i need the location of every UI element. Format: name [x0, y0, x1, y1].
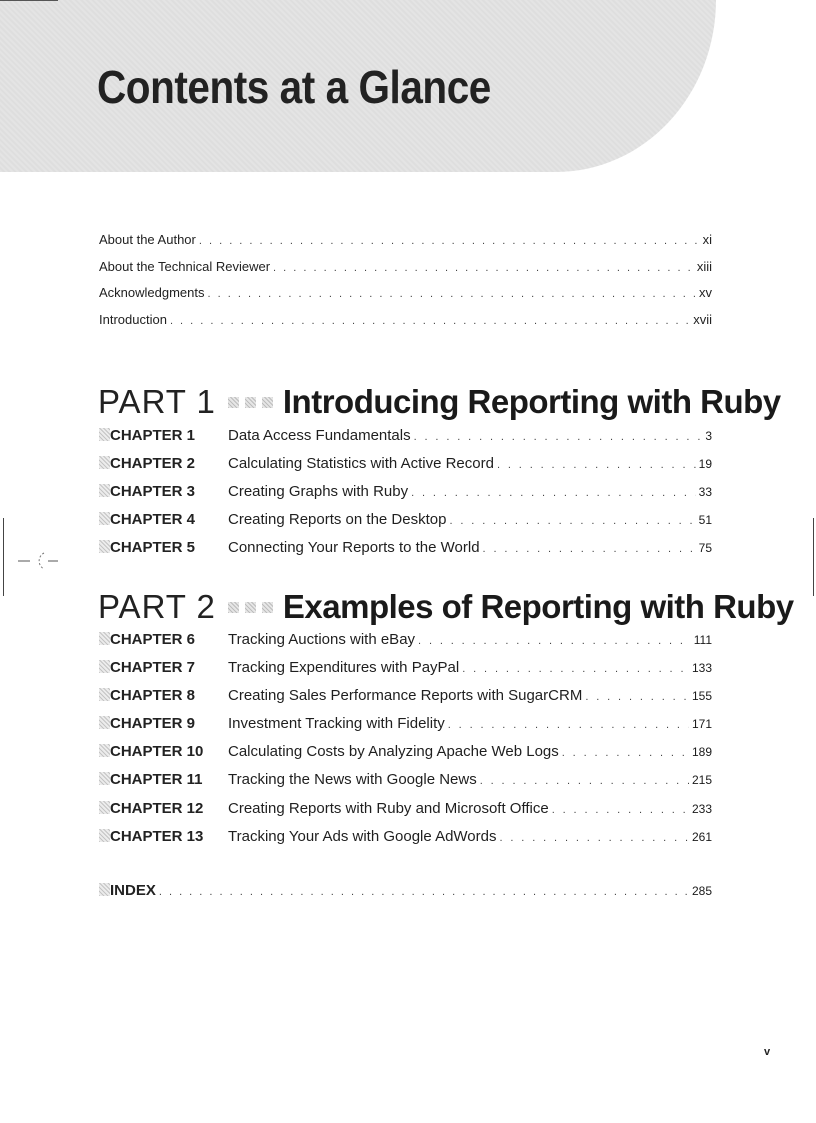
chapter-page: 155 [691, 689, 712, 704]
dot-leader [499, 832, 688, 844]
page-number: v [764, 1046, 771, 1058]
index-label: INDEX [99, 882, 156, 899]
right-margin-line [813, 518, 814, 596]
chapter-page: 215 [691, 773, 712, 788]
chapter-label: CHAPTER 6 [99, 631, 228, 648]
square-bullet-icon [262, 397, 273, 408]
part-bullets [228, 397, 273, 408]
chapter-label: CHAPTER 1 [99, 427, 228, 444]
chapter-label: CHAPTER 13 [99, 828, 228, 845]
chapter-entry[interactable] [99, 631, 712, 659]
chapter-entry[interactable] [99, 828, 712, 856]
index-entry[interactable] [99, 882, 712, 899]
chapter-label: CHAPTER 2 [99, 455, 228, 472]
left-margin-line [3, 518, 4, 596]
part-title: Examples of Reporting with Ruby [282, 588, 794, 625]
chapter-entry[interactable] [99, 800, 712, 828]
square-bullet-icon [245, 397, 256, 408]
toc-entry[interactable] [99, 285, 712, 312]
toc-entry[interactable] [99, 312, 712, 339]
chapter-label: CHAPTER 3 [99, 483, 228, 500]
dot-leader [462, 663, 689, 675]
chapter-label: CHAPTER 5 [99, 539, 228, 556]
dot-leader [411, 487, 696, 499]
chapter-title: Calculating Statistics with Active Record [228, 455, 494, 473]
toc-entry-title: About the Technical Reviewer [99, 258, 271, 274]
dot-leader [414, 431, 703, 443]
chapter-entry[interactable] [99, 455, 712, 483]
part-2-chapter-list [99, 631, 712, 856]
chapter-label: CHAPTER 7 [99, 659, 228, 676]
toc-entry-title: Acknowledgments [99, 285, 205, 301]
chapter-page: 75 [698, 541, 712, 556]
dot-leader [448, 719, 689, 731]
chapter-title: Tracking Auctions with eBay [228, 631, 416, 648]
part-heading [98, 588, 794, 626]
chapter-title: Investment Tracking with Fidelity [228, 715, 445, 733]
part-title: Introducing Reporting with Ruby [282, 383, 781, 420]
chapter-label: CHAPTER 4 [99, 511, 228, 528]
chapter-title: Tracking the News with Google News [228, 771, 477, 789]
dot-leader [170, 315, 690, 327]
chapter-title: Creating Reports with Ruby and Microsoft Office [228, 799, 549, 817]
toc-entry-title: About the Author [99, 232, 196, 247]
dot-leader [562, 747, 689, 759]
chapter-page: 19 [698, 457, 712, 472]
chapter-page: 51 [698, 513, 712, 528]
square-bullet-icon [245, 602, 256, 613]
chapter-label: CHAPTER 9 [99, 715, 228, 732]
chapter-page: 171 [691, 717, 712, 732]
chapter-entry[interactable] [99, 539, 712, 567]
part-label: PART 1 [98, 383, 216, 420]
dot-leader [208, 288, 697, 300]
chapter-entry[interactable] [99, 427, 712, 455]
dot-leader [483, 543, 696, 555]
dot-leader [159, 886, 689, 898]
chapter-page: 3 [705, 429, 712, 443]
chapter-title: Tracking Your Ads with Google AdWords [228, 827, 497, 845]
toc-entry-page: xiii [696, 258, 712, 274]
chapter-title: Calculating Costs by Analyzing Apache Web Logs [228, 743, 559, 761]
chapter-entry[interactable] [99, 483, 712, 511]
dot-leader [585, 691, 689, 703]
chapter-entry[interactable] [99, 659, 712, 687]
chapter-label: CHAPTER 8 [99, 687, 228, 704]
part-bullets [228, 602, 273, 613]
chapter-title: Creating Graphs with Ruby [228, 483, 409, 501]
chapter-title: Creating Sales Performance Reports with SugarCRM [228, 687, 583, 705]
dot-leader [449, 515, 695, 527]
chapter-page: 233 [691, 801, 712, 816]
index-page: 285 [691, 884, 712, 898]
square-bullet-icon [228, 602, 239, 613]
chapter-label: CHAPTER 11 [99, 771, 228, 788]
page-title: Contents at a Glance [97, 61, 491, 113]
chapter-title: Tracking Expenditures with PayPal [228, 659, 460, 677]
chapter-label: CHAPTER 10 [99, 743, 228, 760]
chapter-title: Creating Reports on the Desktop [228, 511, 447, 529]
chapter-page: 133 [691, 661, 712, 676]
part-heading [98, 383, 781, 421]
square-bullet-icon [228, 397, 239, 408]
toc-entry[interactable] [99, 259, 712, 286]
chapter-label: CHAPTER 12 [99, 800, 228, 817]
chapter-entry[interactable] [99, 743, 712, 771]
chapter-entry[interactable] [99, 771, 712, 799]
chapter-title: Data Access Fundamentals [228, 427, 411, 444]
toc-entry-page: xvii [693, 311, 712, 327]
dot-leader [552, 804, 689, 816]
chapter-page: 111 [693, 633, 712, 647]
part-1-chapter-list [99, 427, 712, 567]
square-bullet-icon [262, 602, 273, 613]
chapter-entry[interactable] [99, 715, 712, 743]
front-matter-list [99, 232, 712, 338]
dot-leader [273, 262, 694, 274]
chapter-page: 33 [698, 485, 712, 500]
dot-leader [199, 235, 700, 247]
dot-leader [480, 775, 689, 787]
toc-entry-title: Introduction [99, 311, 167, 327]
dot-leader [497, 459, 696, 471]
dot-leader [418, 635, 691, 647]
chapter-entry[interactable] [99, 687, 712, 715]
part-label: PART 2 [98, 588, 216, 625]
chapter-entry[interactable] [99, 511, 712, 539]
chapter-page: 261 [691, 829, 712, 844]
chapter-page: 189 [691, 745, 712, 760]
chapter-title: Connecting Your Reports to the World [228, 539, 480, 557]
crop-mark-icon [18, 548, 58, 574]
toc-entry-page: xv [699, 285, 712, 301]
corner-crop-line [0, 0, 58, 1]
toc-entry-page: xi [702, 232, 712, 247]
toc-entry[interactable] [99, 232, 712, 259]
